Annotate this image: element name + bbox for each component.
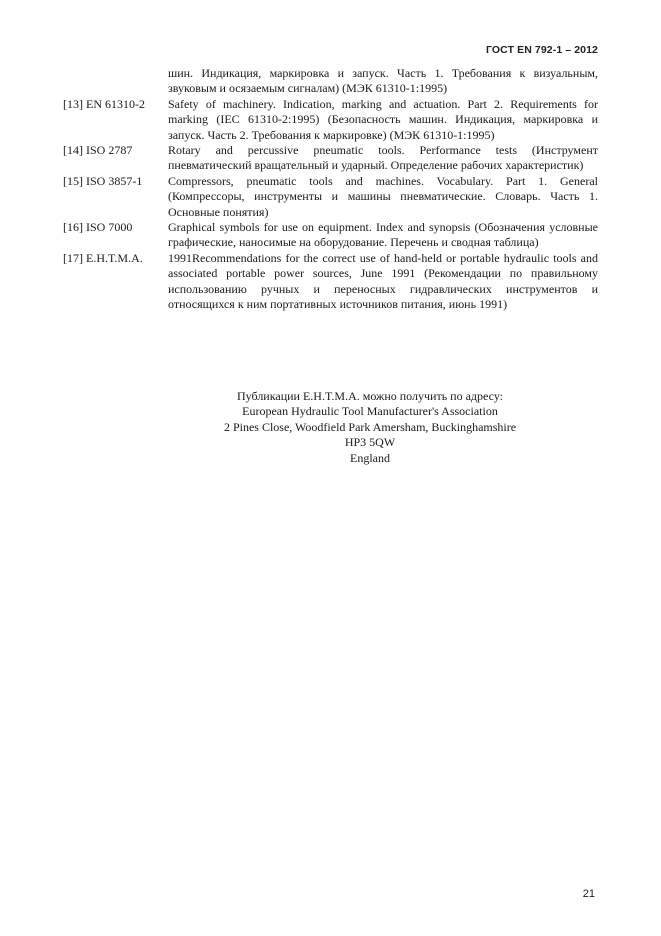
page-number: 21 xyxy=(582,888,595,900)
reference-code: [17] E.H.T.M.A. xyxy=(63,250,143,265)
document-header: ГОСТ EN 792-1 – 2012 xyxy=(485,44,598,56)
reference-code: [13] EN 61310-2 xyxy=(63,96,145,111)
bibliography-entry-13 xyxy=(63,97,598,143)
reference-text: шин. Индикация, маркировка и запуск. Часть 1. Требования к визуальным, звуковым и осязаемым сигналам) (МЭК 61310-1:1995) xyxy=(168,66,598,96)
reference-text: Compressors, pneumatic tools and machines. Vocabulary. Part 1. General (Компрессоры, инструменты и машины пневматические. Словарь. Часть 1. Основные понятия) xyxy=(168,173,598,219)
bibliography-entry-14 xyxy=(63,143,598,174)
reference-text: 1991Recommendations for the correct use of hand-held or portable hydraulic tools and associated portable power sources, June 1991 (Рекомендации по правильному использованию ручных и переносных гидравлических инструментов и относящихся к ним портативных источников питания, июнь 1991) xyxy=(168,250,598,312)
reference-code: [16] ISO 7000 xyxy=(63,220,133,235)
bibliography-entry-16 xyxy=(63,220,598,251)
bibliography-entry-15 xyxy=(63,174,598,220)
reference-code: [15] ISO 3857-1 xyxy=(63,173,143,188)
reference-code: [14] ISO 2787 xyxy=(63,143,133,158)
publisher-address xyxy=(120,389,620,466)
address-country: England xyxy=(350,450,390,465)
bibliography-list xyxy=(63,66,598,313)
bibliography-entry-17 xyxy=(63,251,598,313)
reference-text: Rotary and percussive pneumatic tools. Performance tests (Инструмент пневматический вращательный и ударный. Определение рабочих характеристик) xyxy=(168,143,598,173)
address-postcode: HP3 5QW xyxy=(344,435,396,450)
reference-text: Graphical symbols for use on equipment. Index and synopsis (Обозначения условные графические, наносимые на оборудование. Перечень и сводная таблица) xyxy=(168,220,598,250)
address-organization: European Hydraulic Tool Manufacturer's Association xyxy=(242,404,498,419)
bibliography-entry-12-continued xyxy=(63,66,598,97)
address-street: 2 Pines Close, Woodfield Park Amersham, Buckinghamshire xyxy=(223,419,517,434)
address-intro: Публикации E.H.T.M.A. можно получить по адресу: xyxy=(237,389,503,403)
reference-text: Safety of machinery. Indication, marking and actuation. Part 2. Requirements for marking (IEC 61310-2:1995) (Безопасность машин. Индикация, маркировка и запуск. Часть 2. Требования к маркировке) (МЭК 61310-1:1995) xyxy=(168,96,598,142)
